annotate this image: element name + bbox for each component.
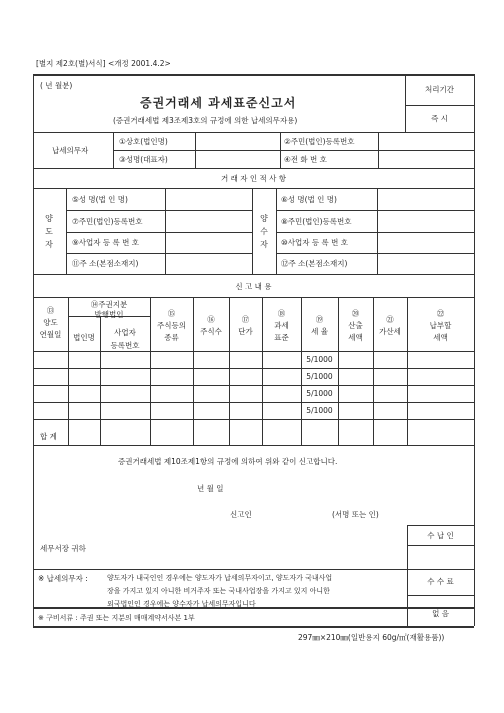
col-issuer: ⑭주권지분 발행법인 bbox=[90, 300, 128, 319]
tax-office-addressee: 세무서장 귀하 bbox=[40, 544, 86, 553]
col-tax-rate: ⑲ 세 율 bbox=[311, 315, 328, 336]
col-tax-payable: ㉒ 납부할 세액 bbox=[429, 309, 452, 342]
processing-divider bbox=[405, 74, 406, 132]
transferor-bizno-label: ⑨사업자 등 록 번 호 bbox=[72, 238, 139, 247]
transferee-regno-label: ⑧주민(법인)등록번호 bbox=[281, 217, 352, 226]
col-penalty: ㉑ 가산세 bbox=[379, 315, 401, 336]
fee-label: 수 수 료 bbox=[427, 577, 454, 586]
company-name-label: ①상호(법인명) bbox=[119, 137, 168, 146]
note-taxpayer-line3: 외국법인인 경우에는 양수자가 납세의무자입니다 bbox=[107, 600, 256, 608]
party-section-label: 거 래 자 인 적 사 항 bbox=[220, 174, 287, 183]
col-stock-type: ⑮ 주식등의 종류 bbox=[157, 309, 186, 342]
tax-rate-row-2: 5/1000 bbox=[306, 372, 333, 381]
frame-top bbox=[33, 74, 474, 76]
transferor-name-label: ⑤성 명(법 인 명) bbox=[72, 195, 128, 204]
note-taxpayer-line2: 장을 가지고 있지 아니한 비거주자 또는 국내사업장을 가지고 있지 아니한 bbox=[107, 587, 330, 595]
form-reference: [별지 제2호(별)서식] <개정 2001.4.2> bbox=[36, 59, 171, 68]
form-title: 증권거래세 과세표준신고서 bbox=[140, 96, 297, 110]
transferor-address-label: ⑪주 소(본점소재지) bbox=[72, 259, 139, 268]
note-taxpayer-title: ※ 납세의무자 : bbox=[38, 574, 88, 583]
transferee-name-label: ⑥성 명(법 인 명) bbox=[281, 195, 337, 204]
receipt-stamp-label: 수 납 인 bbox=[427, 531, 454, 540]
transferor-label: 양 도 자 bbox=[45, 214, 53, 249]
declaration-date: 년 월 일 bbox=[197, 484, 224, 493]
representative-label: ③성명(대표자) bbox=[119, 155, 168, 164]
col-transfer-date: ⑬ 양도 연월일 bbox=[39, 306, 62, 339]
col-issuer-bizno: 사업자 등록번호 bbox=[110, 328, 140, 350]
note-taxpayer-line1: 양도자가 내국인인 경우에는 양도자가 납세의무자이고, 양도자가 국내사업 bbox=[107, 574, 333, 582]
transferee-label: 양 수 자 bbox=[260, 214, 268, 249]
report-section-label: 신 고 내 용 bbox=[235, 282, 272, 291]
transferee-address-label: ⑫주 소(본점소재지) bbox=[281, 259, 348, 268]
form-subtitle: (증권거래세법 제3조제3호의 규정에 의한 납세의무자용) bbox=[113, 116, 298, 125]
taxpayer-label: 납세의무자 bbox=[52, 146, 89, 155]
tax-rate-row-1: 5/1000 bbox=[306, 355, 333, 364]
frame-bottom-notes bbox=[33, 626, 474, 628]
transferee-bizno-label: ⑩사업자 등 록 번 호 bbox=[281, 238, 348, 247]
processing-value: 즉 시 bbox=[431, 114, 448, 123]
col-shares: ⑯ 주식수 bbox=[200, 315, 222, 336]
col-tax-base: ⑱ 과세 표준 bbox=[274, 309, 289, 342]
fee-value: 없 음 bbox=[432, 609, 449, 618]
col-unit-price: ⑰ 단가 bbox=[238, 315, 253, 336]
note-documents: ※ 구비서류 : 주권 또는 지분의 매매계약서사본 1부 bbox=[38, 614, 195, 622]
col-issuer-name: 법인명 bbox=[73, 333, 95, 342]
frame-right bbox=[474, 74, 475, 607]
sign-note: (서명 또는 인) bbox=[332, 510, 379, 519]
processing-label: 처리기간 bbox=[425, 85, 454, 94]
tax-rate-row-4: 5/1000 bbox=[306, 406, 333, 415]
reporter-label: 신고인 bbox=[230, 510, 252, 519]
col-calc-tax: ⑳ 산출 세액 bbox=[348, 309, 363, 342]
registration-no-label: ②주민(법인)등록번호 bbox=[284, 137, 355, 146]
tax-rate-row-3: 5/1000 bbox=[306, 389, 333, 398]
phone-label: ④전 화 번 호 bbox=[284, 155, 327, 164]
total-label: 합 계 bbox=[40, 432, 57, 441]
quarter-label: ( 년 월분) bbox=[40, 81, 73, 90]
declaration-statement: 증권거래세법 제10조제1항의 규정에 의하여 위와 같이 신고합니다. bbox=[118, 457, 338, 466]
transferor-regno-label: ⑦주민(법인)등록번호 bbox=[72, 217, 143, 226]
paper-spec: 297㎜×210㎜(일반용지 60g/㎡(재활용품)) bbox=[298, 633, 445, 642]
